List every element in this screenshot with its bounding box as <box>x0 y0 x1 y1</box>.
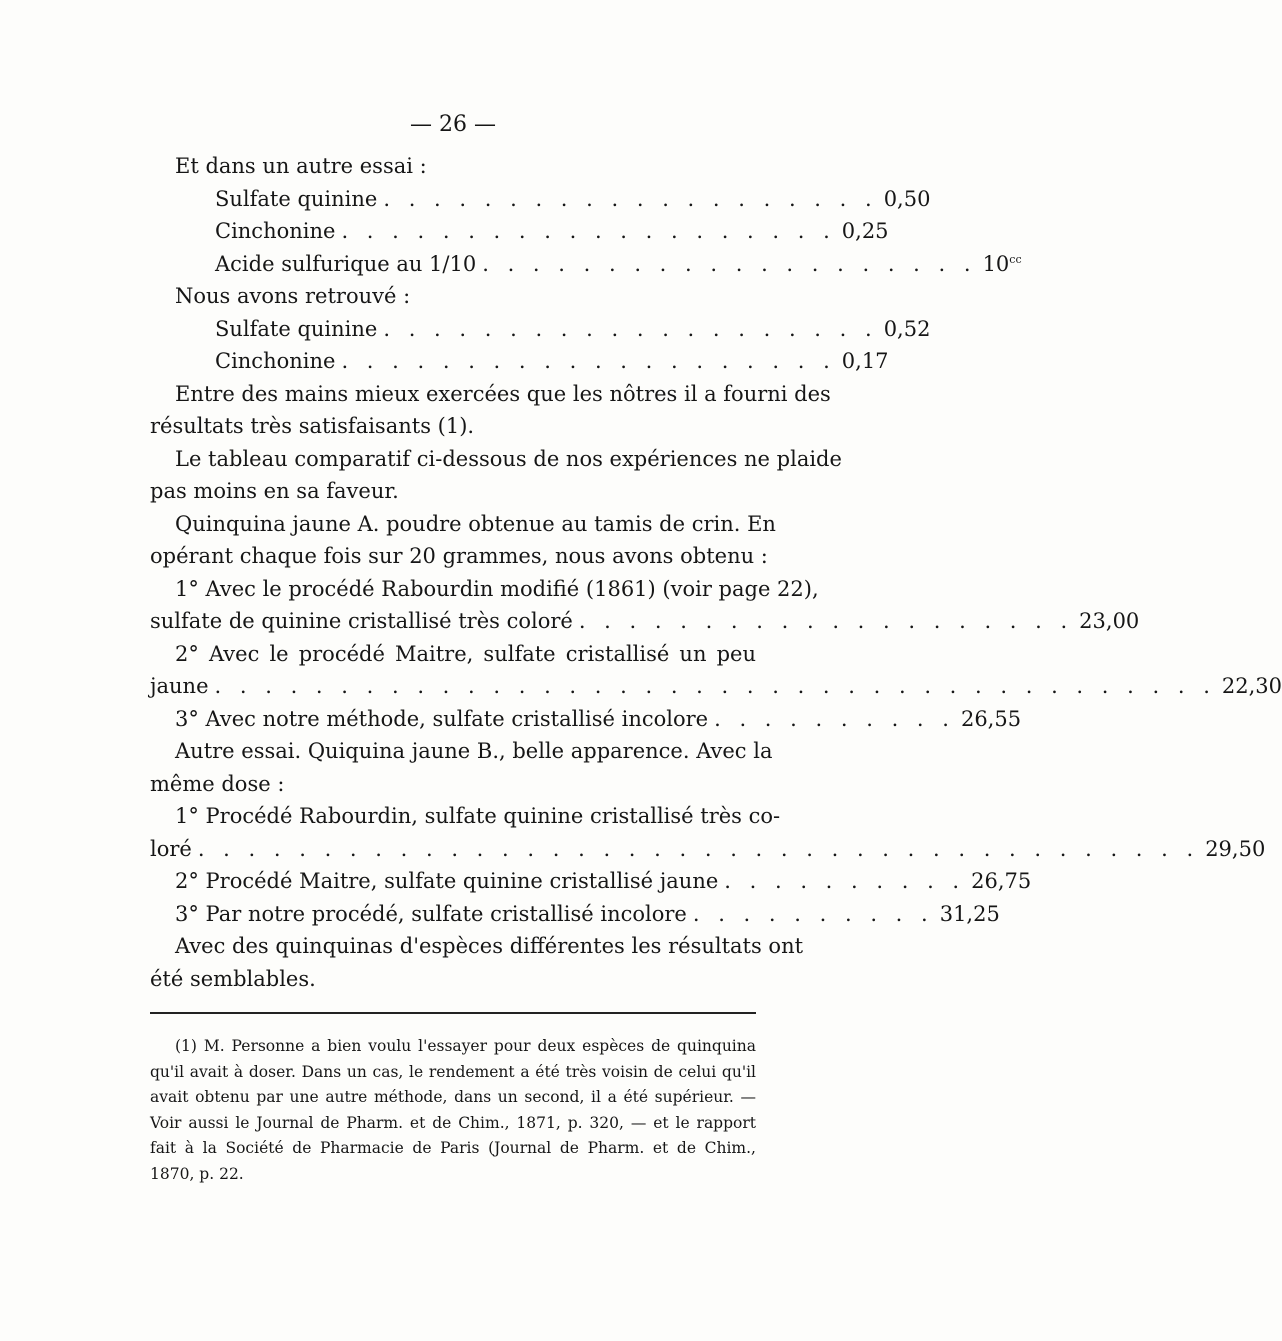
text-line: Autre essai. Quiquina jaune B., belle apparence. Avec la <box>175 739 773 763</box>
intro-line: Et dans un autre essai : <box>175 154 427 178</box>
trial-a-row: Cinchonine . . . . . . . . . . . . . . . . . . . . 0,25 <box>215 219 889 243</box>
footnote-line: Voir aussi le Journal de Pharm. et de Chim., 1871, p. 320, — et le rapport <box>150 1113 756 1132</box>
text-line: Entre des mains mieux exercées que les nôtres il a fourni des <box>175 381 831 406</box>
footnote-line: 1870, p. 22. <box>150 1164 244 1183</box>
text-line: Quinquina jaune A. poudre obtenue au tamis de crin. En <box>175 511 776 536</box>
text-line: 1° Avec le procédé Rabourdin modifié (1861) (voir page 22), <box>175 576 819 601</box>
text-line: Le tableau comparatif ci-dessous de nos expériences ne plaide <box>175 446 842 471</box>
result-row: sulfate de quinine cristallisé très coloré . . . . . . . . . . . . . . . . . . . . 23,00 <box>150 609 1140 633</box>
text-line: résultats très satisfaisants (1). <box>150 414 475 438</box>
text-line: été semblables. <box>150 966 316 991</box>
footnote-rule <box>150 1012 756 1014</box>
result-row: 2° Procédé Maitre, sulfate quinine cristallisé jaune . . . . . . . . . . 26,75 <box>175 869 1032 893</box>
text-line: pas moins en sa faveur. <box>150 479 399 503</box>
text-line: 1° Procédé Rabourdin, sulfate quinine cristallisé très co- <box>175 804 781 828</box>
retrouve-line: Nous avons retrouvé : <box>175 284 411 308</box>
page-body <box>150 150 1282 995</box>
text-line: 2° Avec le procédé Maitre, sulfate cristallisé un peu <box>175 641 756 666</box>
result-row: 3° Avec notre méthode, sulfate cristallisé incolore . . . . . . . . . . 26,55 <box>175 706 1022 731</box>
result-row: loré . . . . . . . . . . . . . . . . . . . . . . . . . . . . . . . . . . . . . . . . 29,50 <box>150 836 1266 861</box>
trial-a-row: Acide sulfurique au 1/10 . . . . . . . . . . . . . . . . . . . . $10^{cc}$ <box>215 251 1022 276</box>
trial-b-row: Sulfate quinine . . . . . . . . . . . . . . . . . . . . 0,52 <box>215 316 931 341</box>
footnote-line: avait obtenu par une autre méthode, dans un second, il a été supérieur. — <box>150 1088 756 1106</box>
result-row: 3° Par notre procédé, sulfate cristallisé incolore . . . . . . . . . . 31,25 <box>175 901 1000 926</box>
footnote-line: (1) M. Personne a bien voulu l'essayer pour deux espèces de quinquina <box>175 1037 756 1055</box>
footnote-line: fait à la Société de Pharmacie de Paris (Journal de Pharm. et de Chim., <box>150 1139 756 1157</box>
result-row: jaune . . . . . . . . . . . . . . . . . . . . . . . . . . . . . . . . . . . . . . . . 22,30 <box>150 674 1282 698</box>
page-number: — 26 — <box>410 112 496 137</box>
footnote <box>150 1034 756 1187</box>
text-line: opérant chaque fois sur 20 grammes, nous avons obtenu : <box>150 544 768 568</box>
trial-a-row: Sulfate quinine . . . . . . . . . . . . . . . . . . . . 0,50 <box>215 186 931 211</box>
text-line: même dose : <box>150 771 285 796</box>
trial-b-row: Cinchonine . . . . . . . . . . . . . . . . . . . . 0,17 <box>215 349 889 373</box>
text-line: Avec des quinquinas d'espèces différentes les résultats ont <box>175 934 804 958</box>
footnote-line: qu'il avait à doser. Dans un cas, le rendement a été très voisin de celui qu'il <box>150 1062 756 1081</box>
